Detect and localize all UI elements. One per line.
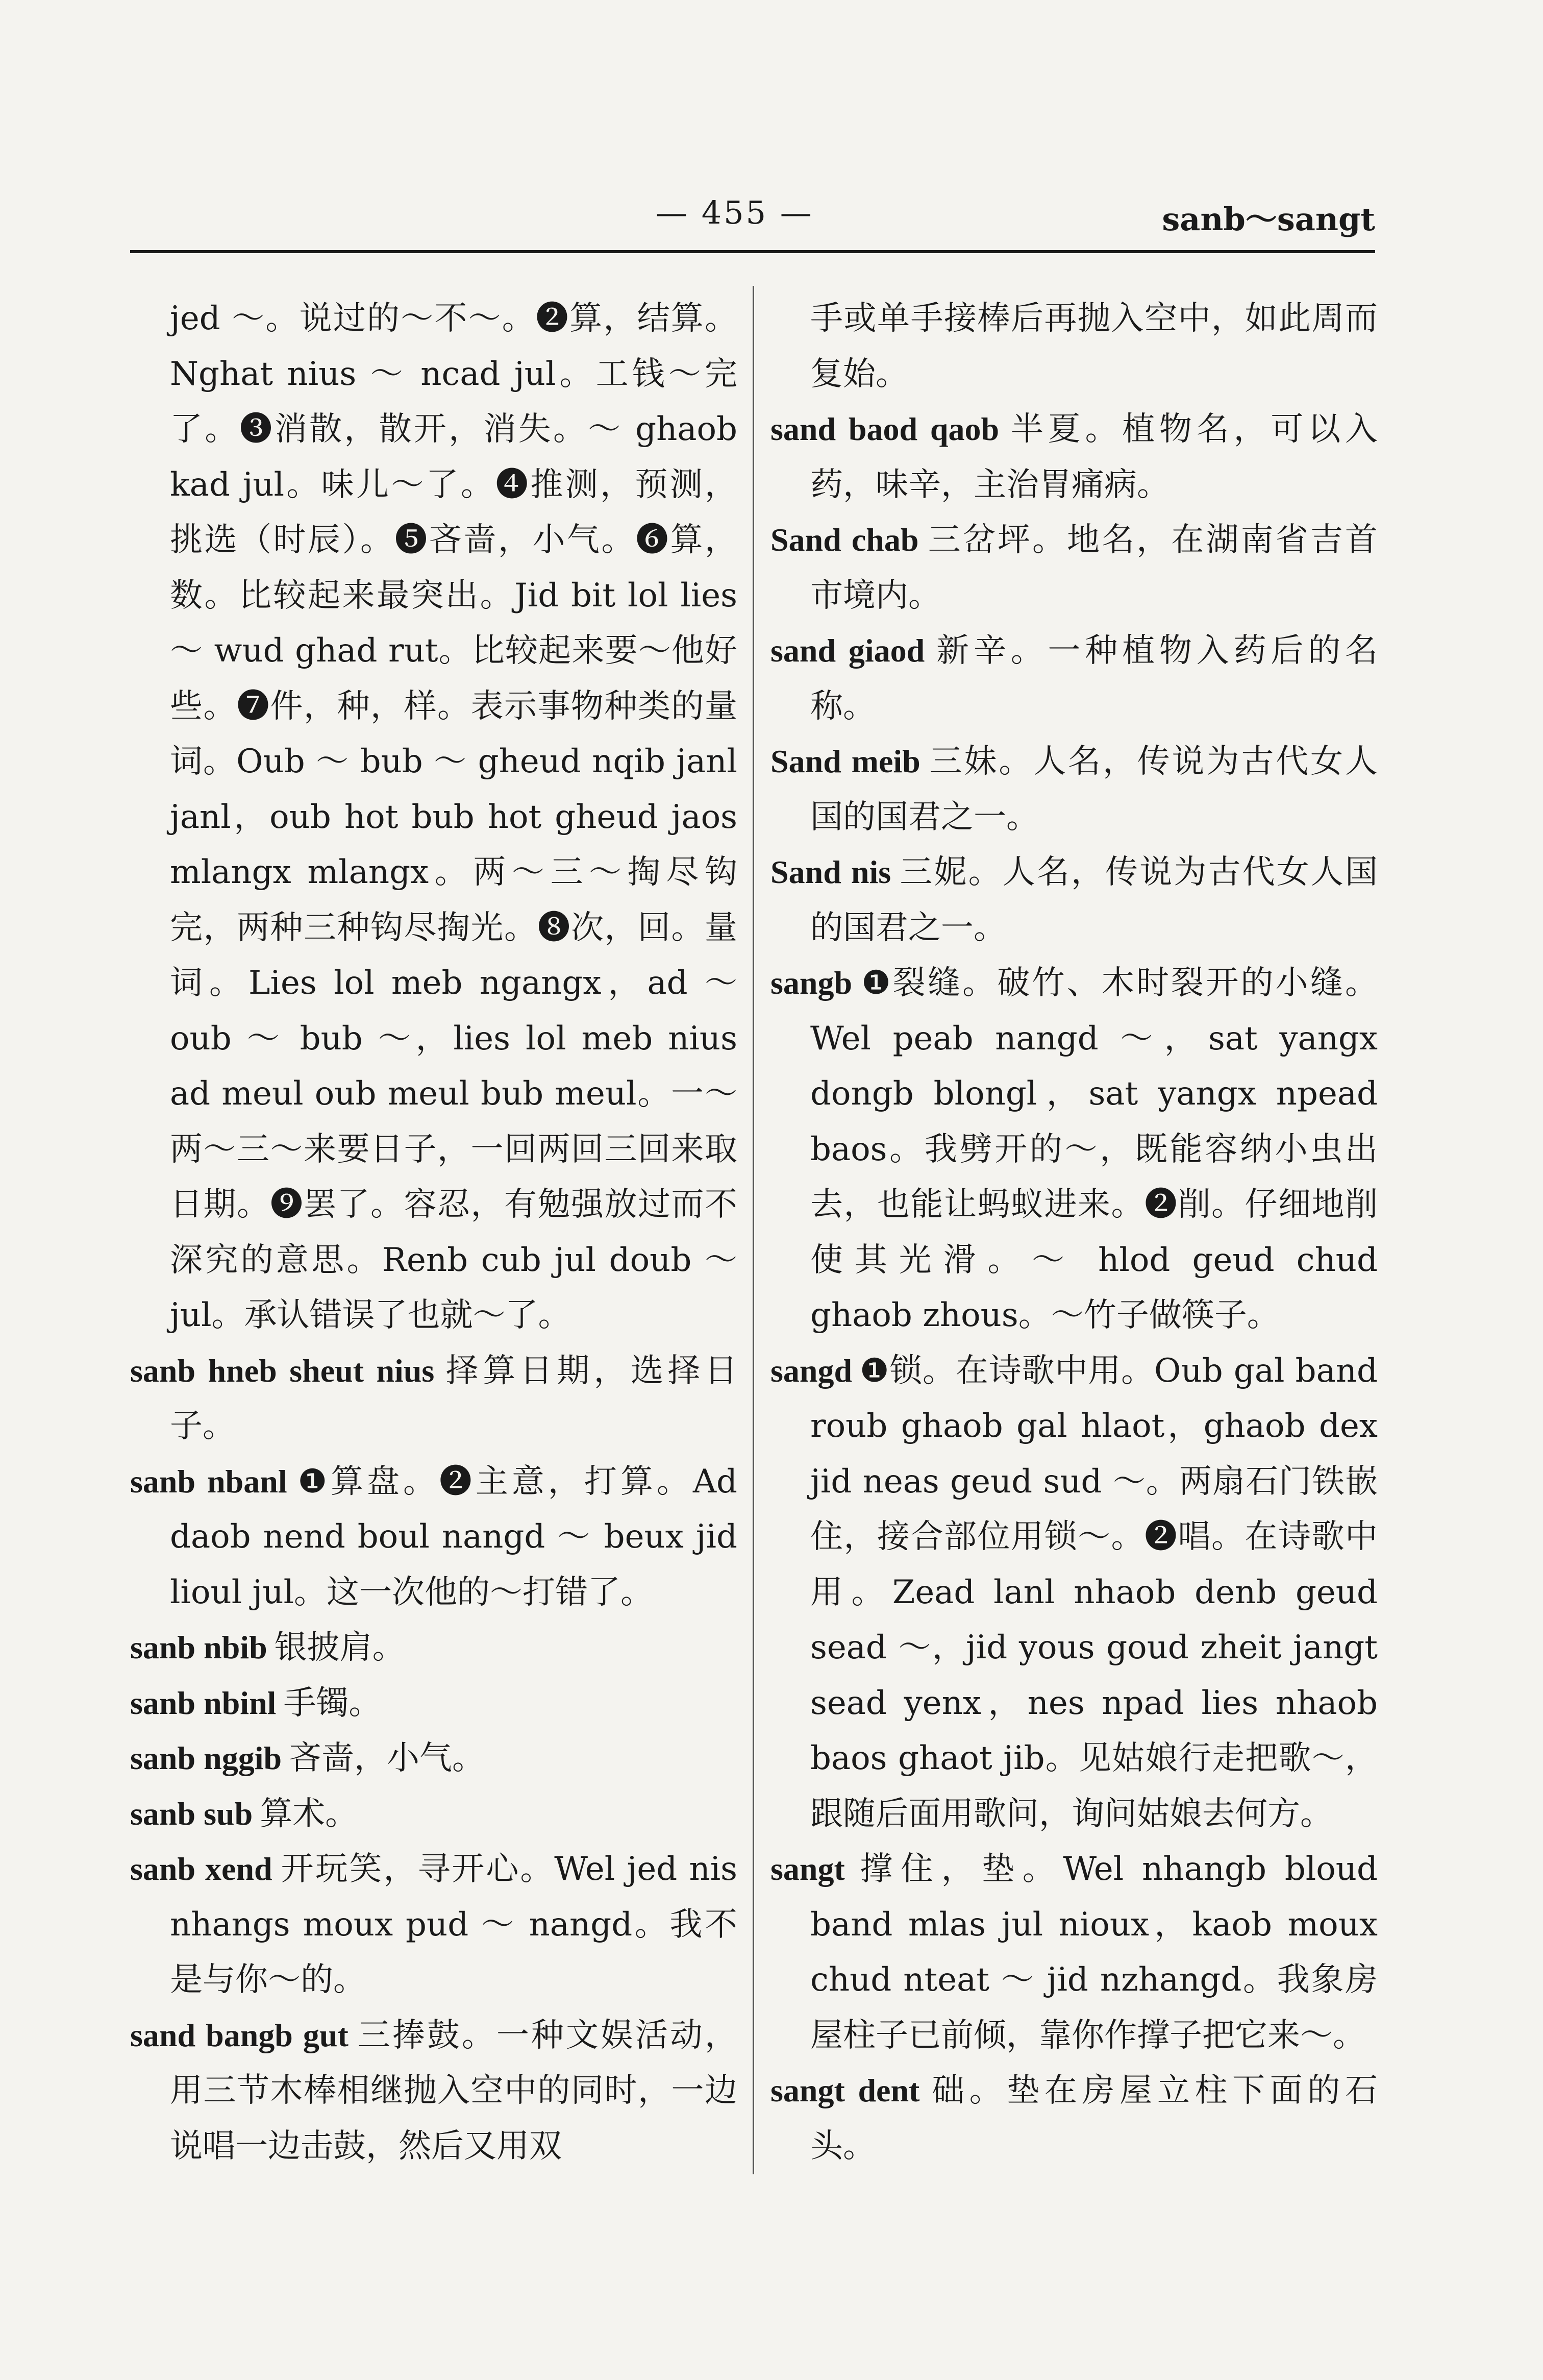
entry-definition: 择算日期，选择日子。 xyxy=(170,1352,738,1445)
dictionary-entry xyxy=(770,512,1378,623)
entry-headword: sangd xyxy=(770,1352,853,1389)
dictionary-entry xyxy=(770,623,1378,734)
entry-headword: sanb hneb sheut nius xyxy=(130,1352,435,1389)
entry-definition: 算术。 xyxy=(260,1795,358,1833)
entry-definition: 撑住，垫。Wel nhangb bloud band mlas jul nioux，kaob moux chud nteat ～ jid nzhangd。我象房屋柱子已前倾，靠你作撑子把它来～。 xyxy=(810,1850,1378,2054)
entry-definition: 础。垫在房屋立柱下面的石头。 xyxy=(810,2072,1378,2165)
page-header xyxy=(130,174,1375,250)
entry-headword: sanb nbanl xyxy=(130,1463,287,1500)
entry-headword: sanb nbinl xyxy=(130,1684,277,1721)
entry-headword: sanb nbib xyxy=(130,1629,267,1665)
dictionary-entry xyxy=(770,1842,1378,2063)
dictionary-entry xyxy=(130,1731,737,1786)
entry-definition: 三岔坪。地名，在湖南省吉首市境内。 xyxy=(810,521,1378,615)
dictionary-entry xyxy=(770,1343,1378,1842)
dictionary-entry xyxy=(130,1842,737,2008)
page-number: — 455 — xyxy=(656,194,814,231)
dictionary-entry xyxy=(770,955,1378,1343)
right-column xyxy=(770,291,1378,2174)
entry-headword: Sand nis xyxy=(770,854,891,890)
dictionary-entry xyxy=(770,402,1378,512)
column-divider xyxy=(753,286,754,2174)
entry-headword: sand giaod xyxy=(770,632,925,669)
entry-headword: Sand chab xyxy=(770,522,919,558)
entry-headword: sangt dent xyxy=(770,2072,920,2108)
dictionary-entry xyxy=(130,1786,737,1842)
entry-definition: 新辛。一种植物入药后的名称。 xyxy=(810,632,1378,725)
left-column xyxy=(130,291,737,2174)
entry-headword: sangt xyxy=(770,1851,845,1887)
entry-definition: 手镯。 xyxy=(283,1684,382,1722)
entry-headword: sanb sub xyxy=(130,1795,253,1832)
dictionary-entry xyxy=(130,1454,737,1621)
entry-headword: Sand meib xyxy=(770,743,920,779)
entry-definition: 吝啬，小气。 xyxy=(289,1739,485,1777)
dictionary-entry xyxy=(130,1343,737,1454)
entry-headword: sangb xyxy=(770,965,853,1001)
entry-headword: sanb nggib xyxy=(130,1740,282,1776)
entry-headword: sand baod qaob xyxy=(770,411,1000,447)
dictionary-entry xyxy=(770,845,1378,955)
entry-headword: sanb xend xyxy=(130,1851,272,1887)
entry-definition: 三捧鼓。一种文娱活动，用三节木棒相继抛入空中的同时，一边说唱一边击鼓，然后又用双 xyxy=(170,2016,738,2165)
dictionary-entry xyxy=(130,2008,737,2174)
entry-definition: 三妮。人名，传说为古代女人国的国君之一。 xyxy=(810,853,1378,947)
dictionary-entry xyxy=(130,1676,737,1731)
dictionary-entry xyxy=(770,2063,1378,2174)
dictionary-entry xyxy=(770,291,1378,402)
entry-definition: ❶锁。在诗歌中用。Oub gal band roub ghaob gal hlaot，ghaob dex jid neas geud sud ～。两扇石门铁嵌住，接合部位用锁～。❷唱。在诗歌中用。Zead lanl nhaob denb geud sead ～，jid yous goud zheit jangt sead yenx，nes npad lies nhaob baos ghaot jib。见姑娘行走把歌～，跟随后面用歌问，询问姑娘去何方。 xyxy=(810,1352,1378,1833)
entry-definition: 银披肩。 xyxy=(274,1629,405,1666)
entry-definition: 三妹。人名，传说为古代女人国的国君之一。 xyxy=(810,743,1378,836)
header-rule xyxy=(130,250,1375,253)
dictionary-entry xyxy=(130,291,737,1343)
entry-definition: ❶裂缝。破竹、木时裂开的小缝。Wel peab nangd ～，sat yangx dongb blongl，sat yangx npead baos。我劈开的～，既能容纳小虫出去，也能让蚂蚁进来。❷削。仔细地削使其光滑。～ hlod geud chud ghaob zhous。～竹子做筷子。 xyxy=(810,964,1378,1334)
entry-headword: sand bangb gut xyxy=(130,2017,349,2053)
entry-definition: 半夏。植物名，可以入药，味辛，主治胃痛病。 xyxy=(810,410,1378,504)
entry-definition: ❶算盘。❷主意，打算。Ad daob nend boul nangd ～ beux jid lioul jul。这一次他的～打错了。 xyxy=(170,1462,738,1611)
entry-definition: 开玩笑，寻开心。Wel jed nis nhangs moux pud ～ nangd。我不是与你～的。 xyxy=(170,1850,738,1999)
entry-definition: 手或单手接棒后再抛入空中，如此周而复始。 xyxy=(810,300,1378,393)
dictionary-entry xyxy=(130,1620,737,1676)
entry-definition: jed ～。说过的～不～。❷算，结算。Nghat nius ～ ncad jul。工钱～完了。❸消散，散开，消失。～ ghaob kad jul。味儿～了。❹推测，预测，挑选（时辰）。❺吝啬，小气。❻算，数。比较起来最突出。Jid bit lol lies ～ wud ghad rut。比较起来要～他好些。❼件，种，样。表示事物种类的量词。Oub ～ bub ～ gheud nqib janl janl，oub hot bub hot gheud jaos mlangx mlangx。两～三～掏尽钩完，两种三种钩尽掏光。❽次，回。量词。Lies lol meb ngangx，ad ～ oub ～ bub ～，lies lol meb nius ad meul oub meul bub meul。一～两～三～来要日子，一回两回三回来取日期。❾罢了。容忍，有勉强放过而不深究的意思。Renb cub jul doub ～ jul。承认错误了也就～了。 xyxy=(170,300,737,1334)
dictionary-entry xyxy=(770,734,1378,845)
guide-words: sanb～sangt xyxy=(1162,201,1375,238)
